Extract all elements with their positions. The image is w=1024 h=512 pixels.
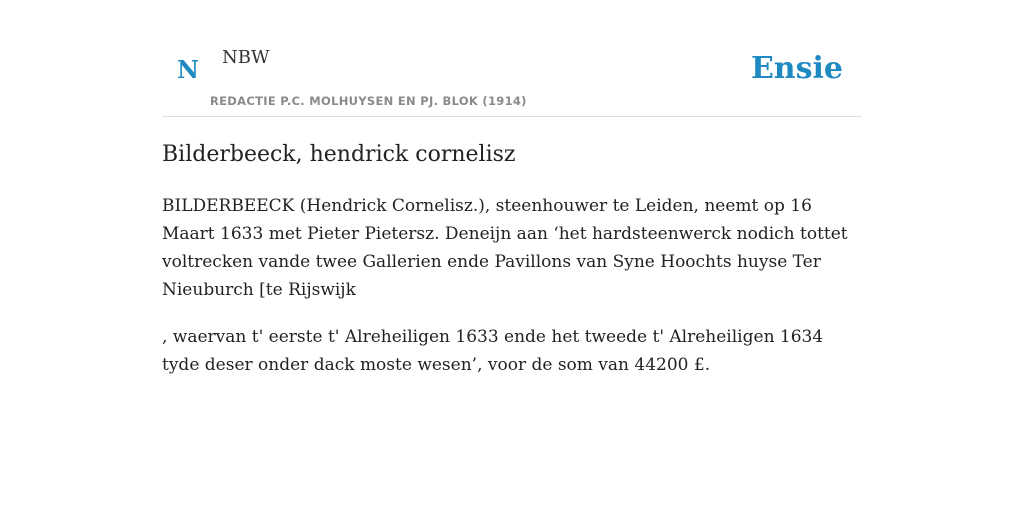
header-subtitle: REDACTIE P.C. MOLHUYSEN EN PJ. BLOK (1914) [210,94,527,108]
entry-paragraph: BILDERBEECK (Hendrick Cornelisz.), steenhouwer te Leiden, neemt op 16 Maart 1633 met Pieter Pietersz. Deneijn aan ‘het hardsteenwerck nodich tottet voltrecken vande twee Gallerien ende Pavillons van Syne Hoochts huyse Ter Nieuburch [te Rijswijk [162,196,848,300]
page [162,0,862,375]
entry-title: Bilderbeeck, hendrick cornelisz [162,142,516,167]
entry-paragraph: , waervan t' eerste t' Alreheiligen 1633 ende het tweede t' Alreheiligen 1634 tyde deser onder dack moste wesen’, voor de som van 44200 £. [162,327,824,375]
ensie-brand-link[interactable]: Ensie [750,51,843,86]
site-header [162,0,862,117]
site-name: NBW [222,47,270,68]
logo-icon[interactable]: N [177,55,199,84]
entry-body [162,192,862,398]
